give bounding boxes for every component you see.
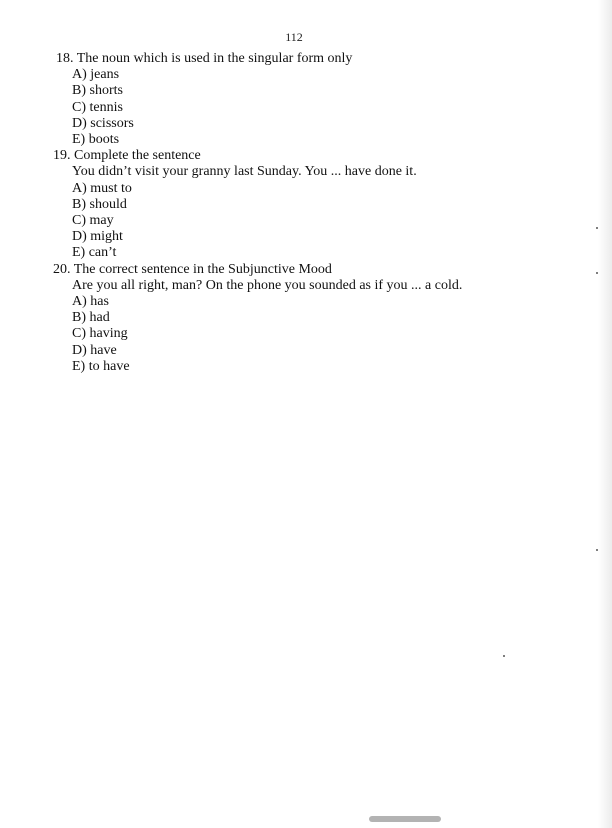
answer-option: D) scissors [72, 115, 134, 131]
page-number: 112 [285, 30, 303, 44]
answer-option: A) has [72, 294, 109, 310]
question-20 [53, 261, 576, 375]
answer-option: E) to have [72, 358, 130, 374]
scan-speck [596, 272, 598, 274]
question-list [53, 51, 576, 375]
scan-speck [596, 549, 598, 551]
question-19 [53, 148, 576, 261]
answer-option: E) can’t [72, 245, 117, 261]
question-18 [56, 51, 576, 148]
question-title: 19. Complete the sentence [53, 148, 201, 164]
answer-option: C) tennis [72, 99, 123, 115]
answer-option: D) have [72, 342, 117, 358]
home-indicator[interactable] [369, 816, 441, 822]
scan-speck [596, 227, 598, 229]
question-title: 20. The correct sentence in the Subjunctive Mood [53, 261, 332, 277]
answer-option: B) shorts [72, 83, 123, 99]
scan-speck [503, 655, 505, 657]
answer-option: E) boots [72, 132, 120, 148]
answer-option: A) must to [72, 180, 132, 196]
answer-option: D) might [72, 229, 123, 245]
question-prompt: Are you all right, man? On the phone you sounded as if you ... a cold. [72, 277, 463, 293]
answer-option: C) having [72, 326, 128, 342]
question-title: 18. The noun which is used in the singular form only [56, 51, 353, 66]
answer-option: B) should [72, 196, 127, 212]
answer-option: A) jeans [72, 67, 120, 83]
answer-option: C) may [72, 213, 114, 229]
answer-option: B) had [72, 310, 110, 326]
question-prompt: You didn’t visit your granny last Sunday. You ... have done it. [72, 164, 417, 180]
page-edge-shadow [598, 0, 612, 828]
